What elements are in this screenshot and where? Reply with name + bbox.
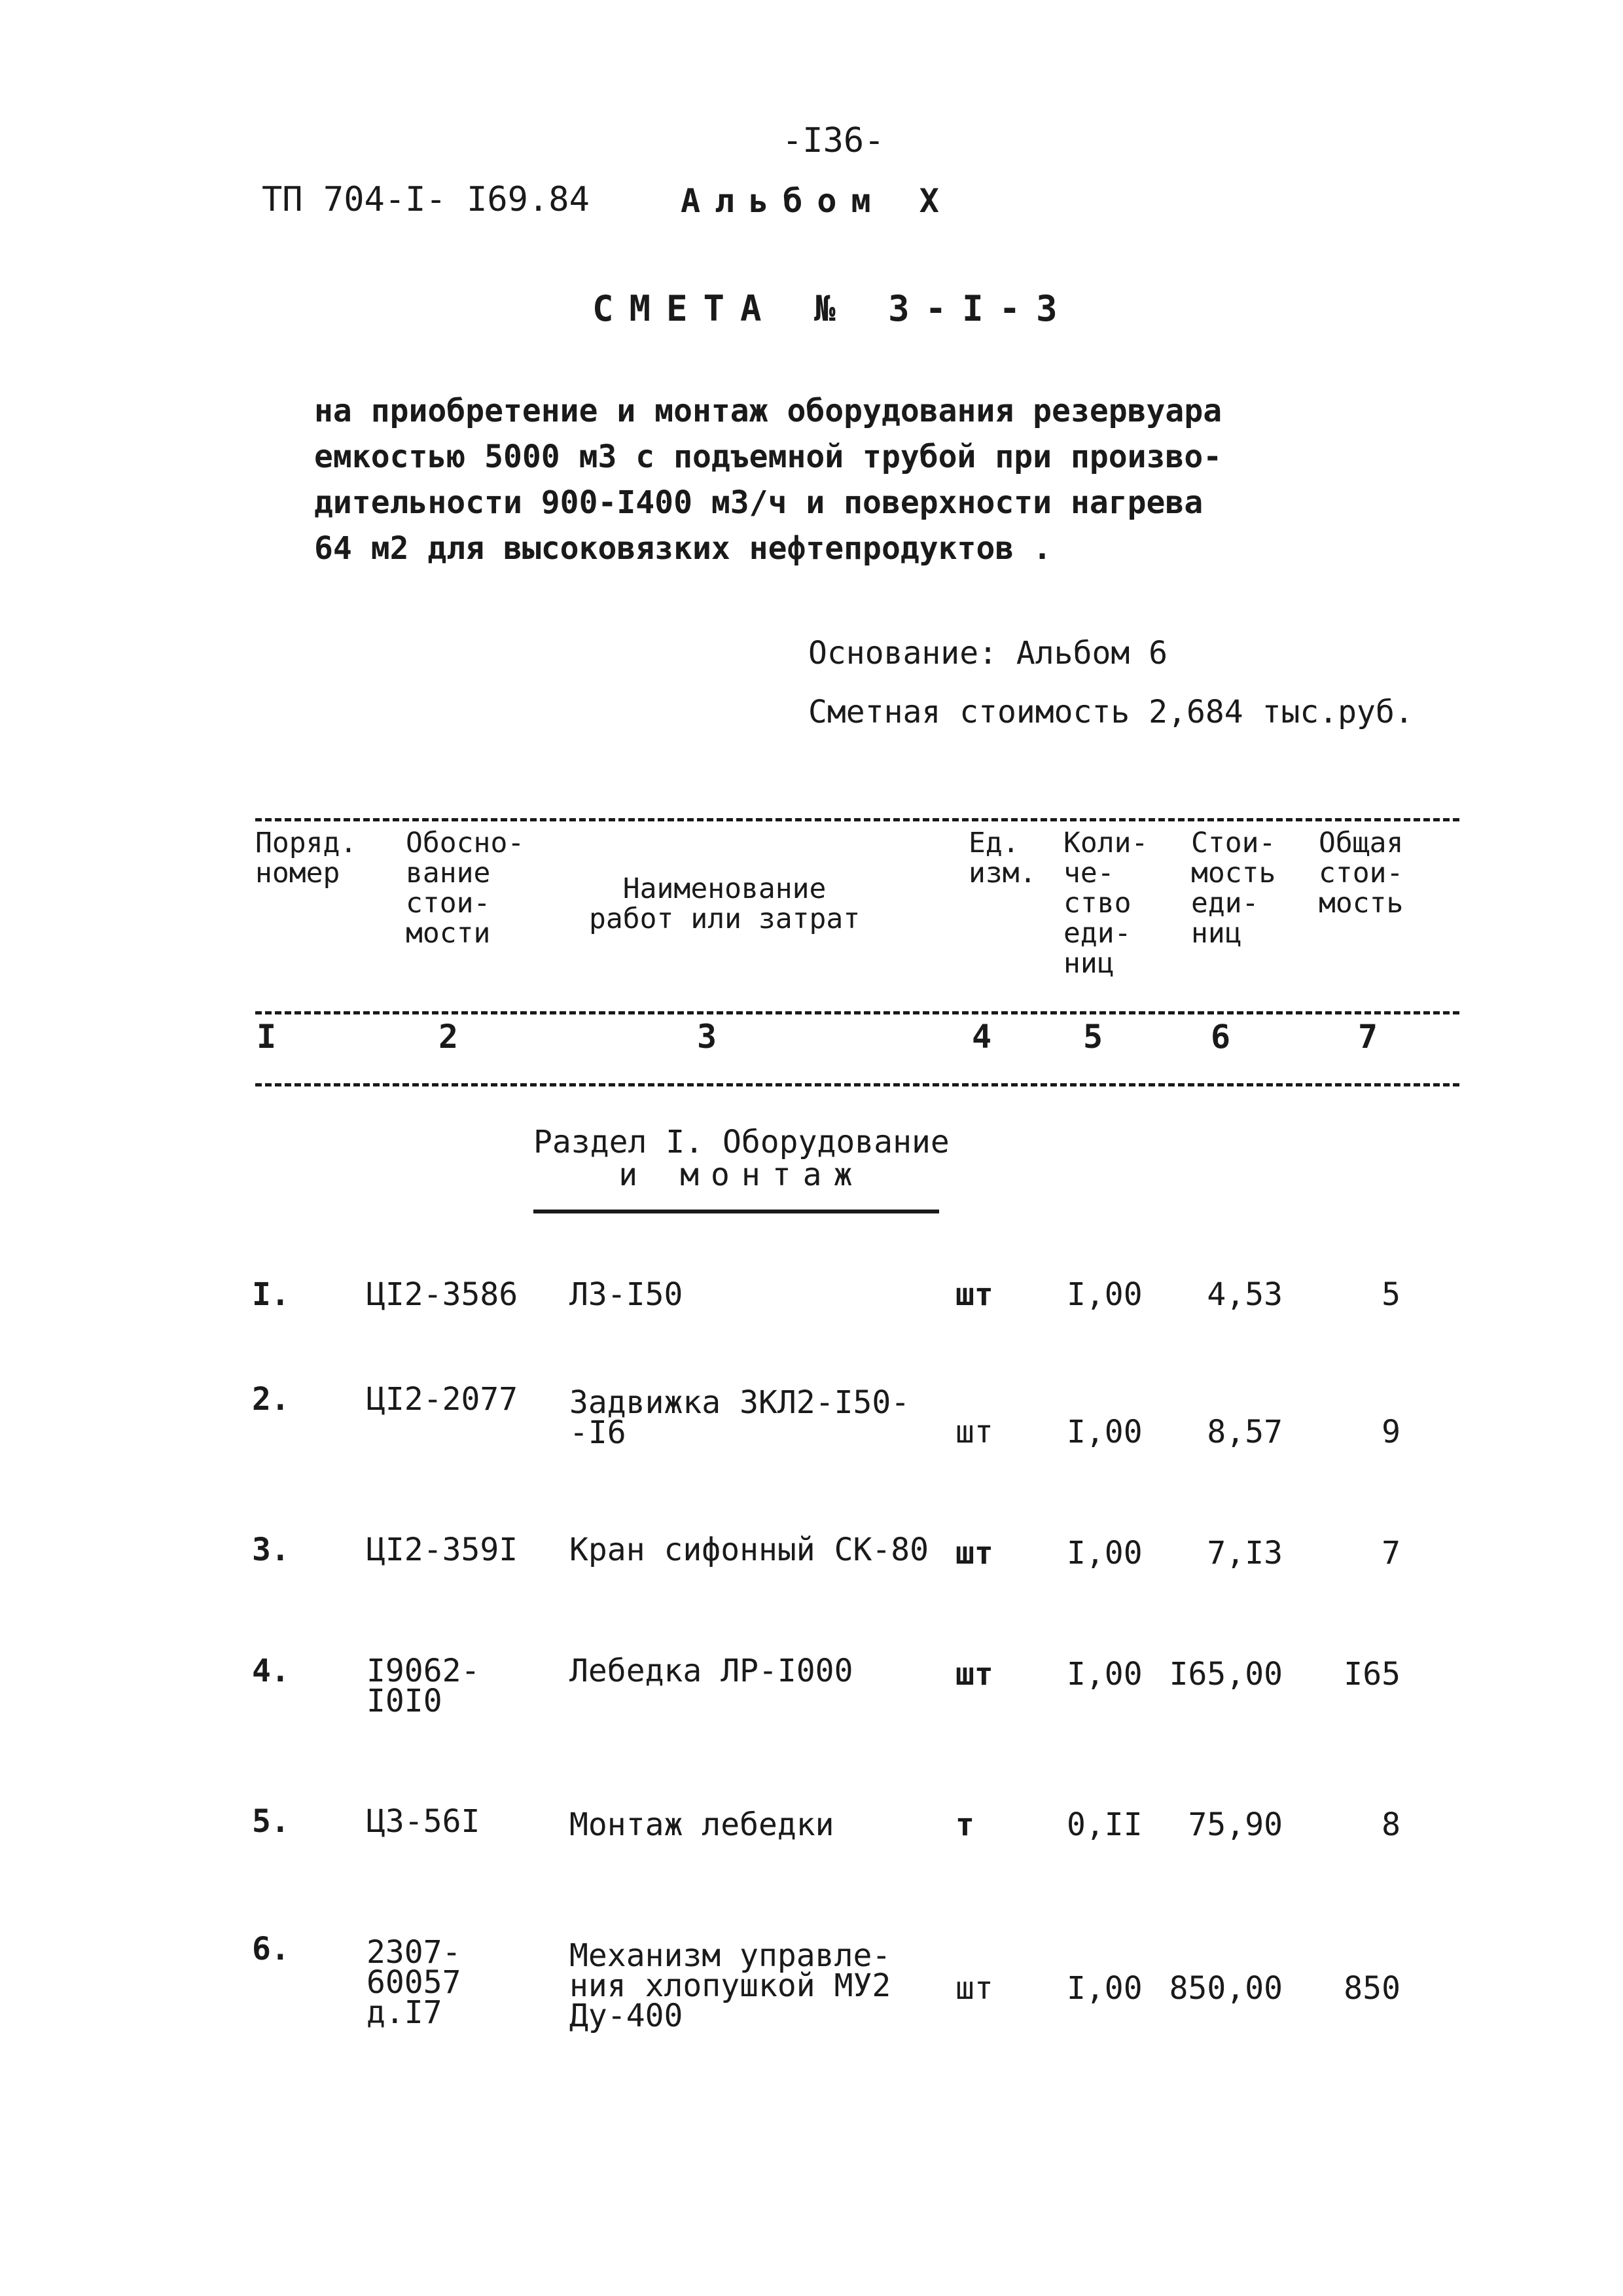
- section-title: [533, 1126, 950, 1191]
- table-row-quantity: 0,II: [1067, 1806, 1143, 1843]
- table-row-total-cost: 9: [1382, 1414, 1400, 1450]
- table-row-name: Кран сифонный СК-80: [569, 1532, 929, 1568]
- table-row-total-cost: 7: [1382, 1535, 1400, 1571]
- table-row-name: ЛЗ-I50: [569, 1276, 683, 1313]
- page-number: -I36-: [782, 121, 885, 160]
- table-row-unit-cost: 8,57: [1207, 1414, 1283, 1450]
- table-row-unit: шт: [955, 1535, 993, 1571]
- table-row-quantity: I,00: [1067, 1970, 1143, 2007]
- table-row-name: Механизм управле- ния хлопушкой МУ2 Ду-400: [569, 1937, 891, 2034]
- section-underline: [533, 1210, 939, 1213]
- table-row-code: ЦЗ-56I: [366, 1803, 480, 1840]
- table-row-number: 5.: [252, 1803, 290, 1840]
- table-row-total-cost: I65: [1344, 1656, 1400, 1693]
- table-row-unit-cost: 75,90: [1188, 1806, 1283, 1843]
- table-row-code: ЦI2-3586: [366, 1276, 518, 1313]
- table-row-total-cost: 850: [1344, 1970, 1400, 2007]
- basis: Основание: Альбом 6: [808, 635, 1168, 672]
- column-header-name: Наименование работ или затрат: [589, 872, 861, 935]
- table-row-number: 3.: [252, 1532, 290, 1568]
- table-row-unit: шт: [955, 1970, 993, 2007]
- column-number: 2: [438, 1018, 459, 1056]
- column-number: I: [257, 1018, 277, 1056]
- table-row-code: ЦI2-359I: [366, 1532, 518, 1568]
- album-label: Альбом X: [681, 182, 954, 220]
- column-header-order: Поряд. номер: [255, 827, 357, 889]
- table-row-code: I9062- I0I0: [366, 1653, 480, 1719]
- column-number: 5: [1083, 1018, 1103, 1056]
- column-header-total-cost: Общая стои- мость: [1319, 827, 1404, 920]
- table-header-rule: [255, 1011, 1459, 1014]
- table-row-quantity: I,00: [1067, 1414, 1143, 1450]
- column-header-unit: Ед. изм.: [969, 827, 1037, 889]
- table-row-name: Задвижка ЗКЛ2-I50- -I6: [569, 1384, 910, 1451]
- column-number: 4: [972, 1018, 992, 1056]
- table-row-quantity: I,00: [1067, 1656, 1143, 1693]
- section-title-line2: и монтаж: [618, 1157, 865, 1193]
- table-top-rule: [255, 818, 1459, 821]
- column-header-basis: Обосно- вание стои- мости: [406, 827, 525, 950]
- table-row-code: 2307- 60057 д.I7: [366, 1934, 461, 2031]
- table-row-unit: т: [955, 1806, 974, 1843]
- table-row-number: 4.: [252, 1653, 290, 1689]
- document-code: ТП 704-I- I69.84: [262, 180, 590, 219]
- table-row-name: Лебедка ЛР-I000: [569, 1653, 853, 1689]
- column-number: 3: [697, 1018, 717, 1056]
- document-title: СМЕТА № З-I-З: [592, 288, 1073, 329]
- column-number: 6: [1211, 1018, 1231, 1056]
- description-line: на приобретение и монтаж оборудования резервуара: [314, 393, 1222, 429]
- table-row-number: 2.: [252, 1381, 290, 1418]
- column-number: 7: [1358, 1018, 1378, 1056]
- table-row-quantity: I,00: [1067, 1276, 1143, 1313]
- description-line: емкостью 5000 м3 с подъемной трубой при произво-: [314, 439, 1222, 475]
- table-row-unit-cost: 7,I3: [1207, 1535, 1283, 1571]
- table-row-quantity: I,00: [1067, 1535, 1143, 1571]
- table-row-unit: шт: [955, 1276, 993, 1313]
- table-row-number: 6.: [252, 1931, 290, 1967]
- table-row-total-cost: 5: [1382, 1276, 1400, 1313]
- table-row-code: ЦI2-2077: [366, 1381, 518, 1418]
- estimated-cost: Сметная стоимость 2,684 тыс.руб.: [808, 694, 1414, 730]
- table-row-number: I.: [252, 1276, 290, 1313]
- table-row-unit: шт: [955, 1414, 993, 1450]
- description-line: дительности 900-I400 м3/ч и поверхности нагрева: [314, 484, 1204, 521]
- table-row-unit-cost: 850,00: [1169, 1970, 1283, 2007]
- column-header-unit-cost: Стои- мость еди- ниц: [1191, 827, 1276, 950]
- table-row-unit-cost: 4,53: [1207, 1276, 1283, 1313]
- table-row-name: Монтаж лебедки: [569, 1806, 834, 1843]
- column-header-quantity: Коли- че- ство еди- ниц: [1063, 827, 1149, 980]
- section-title-line1: Раздел I. Оборудование: [533, 1124, 950, 1160]
- table-row-unit-cost: I65,00: [1169, 1656, 1283, 1693]
- table-numbers-rule: [255, 1083, 1459, 1086]
- table-row-unit: шт: [955, 1656, 993, 1693]
- table-row-total-cost: 8: [1382, 1806, 1400, 1843]
- description-line: 64 м2 для высоковязких нефтепродуктов .: [314, 530, 1052, 567]
